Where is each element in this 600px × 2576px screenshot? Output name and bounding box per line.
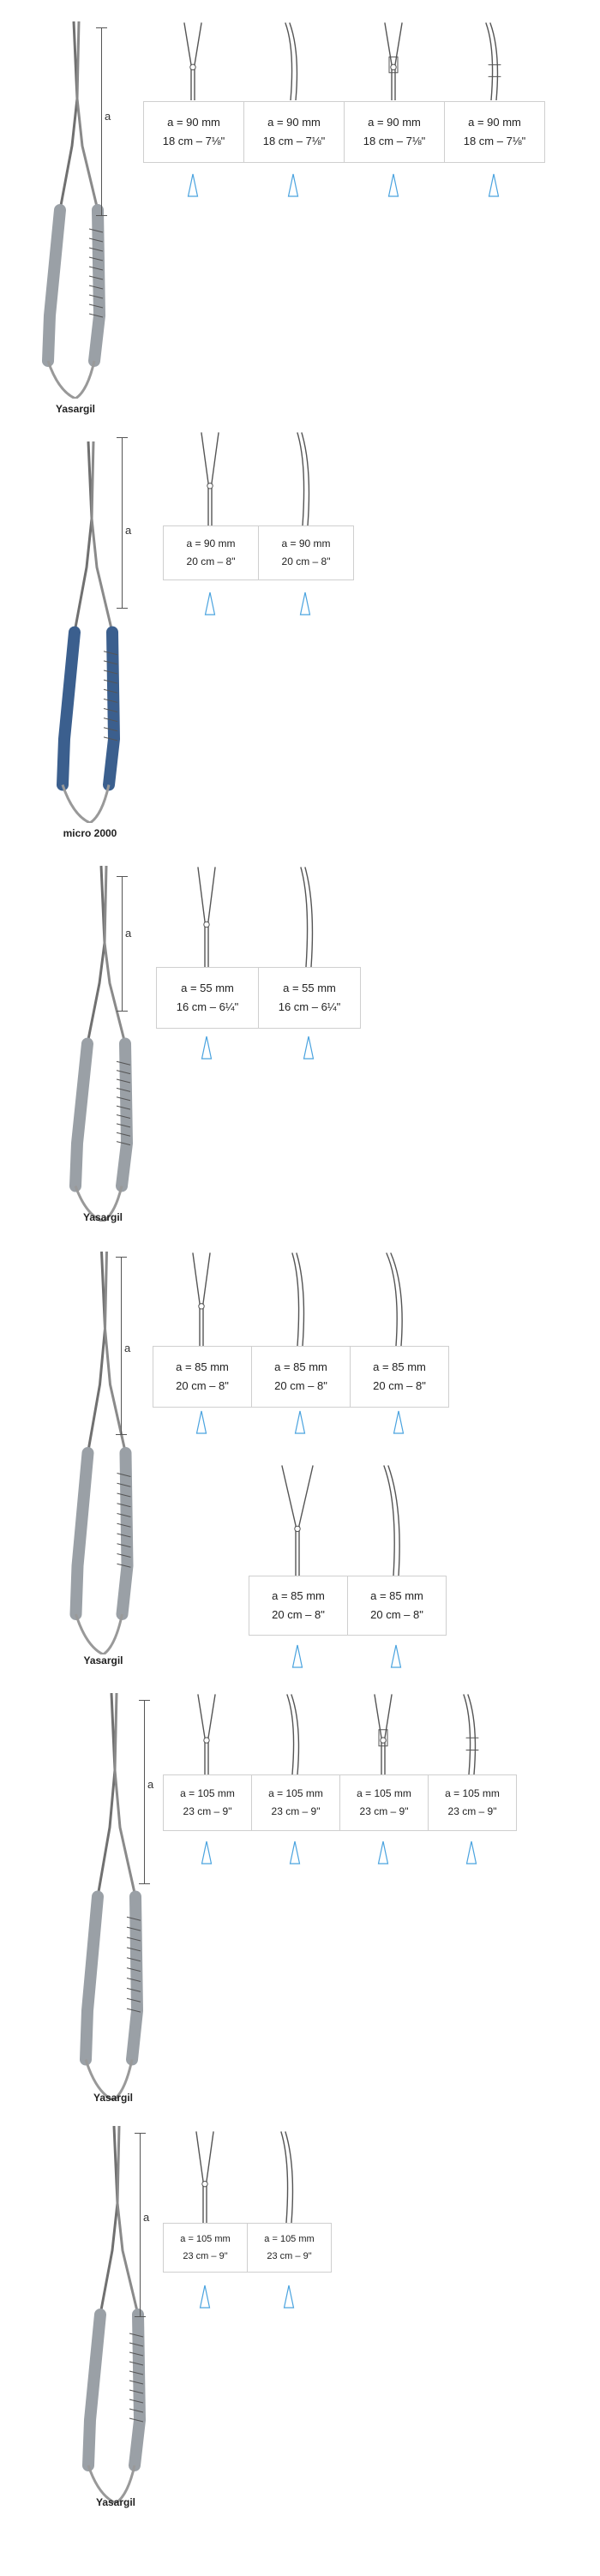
size-option-cell[interactable] — [345, 102, 445, 162]
size-option-cell[interactable] — [348, 1576, 446, 1635]
instrument-illustration — [51, 866, 154, 1222]
overall-length-value: 18 cm – 7⅛" — [463, 135, 526, 147]
overall-length-value: 20 cm – 8" — [281, 555, 331, 567]
product-name: micro 2000 — [63, 827, 117, 839]
a-length-value: a = 90 mm — [281, 537, 331, 549]
selection-indicator-icon[interactable] — [387, 173, 399, 197]
product-section — [0, 866, 600, 1234]
overall-length-value: 20 cm – 8" — [274, 1379, 327, 1392]
selection-indicator-icon[interactable] — [187, 173, 199, 197]
size-option-cell[interactable] — [153, 1347, 252, 1407]
instrument-illustration — [64, 2126, 167, 2503]
selection-indicator-icon[interactable] — [294, 1410, 306, 1434]
selection-indicator-icon[interactable] — [299, 591, 311, 615]
selection-indicator-icon[interactable] — [195, 1410, 207, 1434]
dimension-label: a — [125, 524, 132, 537]
a-length-value: a = 85 mm — [272, 1589, 325, 1602]
tip-detail-illustration — [183, 2130, 226, 2223]
overall-length-value: 16 cm – 6¼" — [278, 1000, 341, 1013]
overall-length-value: 20 cm – 8" — [272, 1608, 325, 1621]
tip-detail-illustration — [284, 431, 327, 525]
tip-detail-illustration — [276, 1464, 319, 1576]
product-section — [0, 0, 600, 420]
a-length-value: a = 105 mm — [445, 1787, 500, 1799]
size-option-cell[interactable] — [340, 1775, 429, 1830]
overall-length-value: 20 cm – 8" — [176, 1379, 229, 1392]
tip-detail-illustration — [287, 866, 330, 967]
size-option-cell[interactable] — [157, 968, 259, 1028]
tip-detail-illustration — [267, 2130, 310, 2223]
dimension-label: a — [143, 2211, 150, 2224]
overall-length-value: 23 cm – 9" — [183, 1805, 232, 1817]
dimension-label: a — [125, 927, 132, 940]
a-length-value: a = 105 mm — [180, 2234, 231, 2244]
product-name: Yasargil — [55, 403, 96, 415]
tip-detail-illustration — [472, 21, 515, 100]
product-section — [0, 2126, 600, 2576]
a-length-value: a = 90 mm — [167, 116, 220, 129]
tip-detail-illustration — [450, 1693, 493, 1774]
a-length-value: a = 55 mm — [283, 982, 336, 994]
product-name: Yasargil — [83, 1654, 123, 1666]
tip-detail-illustration — [273, 1693, 316, 1774]
size-option-cell[interactable] — [144, 102, 244, 162]
a-length-value: a = 105 mm — [268, 1787, 323, 1799]
tip-detail-illustration — [171, 21, 214, 100]
tip-detail-illustration — [375, 1464, 417, 1576]
overall-length-value: 18 cm – 7⅛" — [162, 135, 225, 147]
size-table — [163, 2223, 332, 2273]
selection-indicator-icon[interactable] — [291, 1644, 303, 1668]
product-name: Yasargil — [95, 2496, 136, 2508]
dimension-a-marker — [117, 437, 134, 609]
dimension-label: a — [124, 1342, 131, 1354]
size-option-cell[interactable] — [252, 1347, 351, 1407]
a-length-value: a = 85 mm — [370, 1589, 423, 1602]
a-length-value: a = 85 mm — [373, 1360, 426, 1373]
overall-length-value: 23 cm – 9" — [267, 2251, 312, 2261]
dimension-a-marker — [116, 1257, 133, 1435]
a-length-value: a = 105 mm — [264, 2234, 315, 2244]
selection-indicator-icon[interactable] — [303, 1036, 315, 1060]
selection-indicator-icon[interactable] — [199, 2285, 211, 2309]
size-table — [163, 1774, 517, 1831]
tip-detail-illustration — [180, 1252, 223, 1346]
tip-detail-illustration — [279, 1252, 321, 1346]
overall-length-value: 23 cm – 9" — [183, 2251, 228, 2261]
overall-length-value: 18 cm – 7⅛" — [262, 135, 326, 147]
tip-detail-illustration — [362, 1693, 405, 1774]
a-length-value: a = 90 mm — [368, 116, 421, 129]
overall-length-value: 23 cm – 9" — [359, 1805, 409, 1817]
size-option-cell[interactable] — [249, 1576, 348, 1635]
dimension-label: a — [105, 110, 111, 123]
tip-detail-illustration — [185, 866, 228, 967]
size-option-cell[interactable] — [248, 2224, 331, 2272]
overall-length-value: 16 cm – 6¼" — [176, 1000, 239, 1013]
a-length-value: a = 105 mm — [180, 1787, 235, 1799]
selection-indicator-icon[interactable] — [201, 1840, 213, 1864]
tip-detail-illustration — [185, 1693, 228, 1774]
overall-length-value: 18 cm – 7⅛" — [363, 135, 426, 147]
a-length-value: a = 105 mm — [357, 1787, 411, 1799]
a-length-value: a = 85 mm — [274, 1360, 327, 1373]
size-table — [163, 525, 354, 580]
size-option-cell[interactable] — [252, 1775, 340, 1830]
tip-detail-illustration — [377, 1252, 420, 1346]
overall-length-value: 23 cm – 9" — [447, 1805, 497, 1817]
selection-indicator-icon[interactable] — [393, 1410, 405, 1434]
size-option-cell[interactable] — [259, 968, 360, 1028]
size-option-cell[interactable] — [164, 2224, 248, 2272]
selection-indicator-icon[interactable] — [283, 2285, 295, 2309]
selection-indicator-icon[interactable] — [201, 1036, 213, 1060]
size-option-cell[interactable] — [429, 1775, 516, 1830]
size-option-cell[interactable] — [259, 526, 353, 579]
dimension-a-marker — [135, 2133, 152, 2317]
dimension-label: a — [147, 1778, 154, 1791]
tip-detail-illustration — [272, 21, 315, 100]
overall-length-value: 20 cm – 8" — [186, 555, 236, 567]
overall-length-value: 23 cm – 9" — [271, 1805, 321, 1817]
product-section — [0, 1252, 600, 1672]
a-length-value: a = 90 mm — [468, 116, 521, 129]
size-option-cell[interactable] — [244, 102, 345, 162]
selection-indicator-icon[interactable] — [390, 1644, 402, 1668]
product-name: Yasargil — [93, 2092, 134, 2104]
a-length-value: a = 90 mm — [186, 537, 236, 549]
selection-indicator-icon[interactable] — [289, 1840, 301, 1864]
product-section — [0, 424, 600, 844]
size-option-cell[interactable] — [351, 1347, 448, 1407]
selection-indicator-icon[interactable] — [465, 1840, 477, 1864]
selection-indicator-icon[interactable] — [287, 173, 299, 197]
selection-indicator-icon[interactable] — [377, 1840, 389, 1864]
size-table — [249, 1576, 447, 1636]
selection-indicator-icon[interactable] — [488, 173, 500, 197]
a-length-value: a = 90 mm — [267, 116, 321, 129]
a-length-value: a = 85 mm — [176, 1360, 229, 1373]
size-table — [153, 1346, 449, 1408]
dimension-a-marker — [96, 27, 113, 216]
product-name: Yasargil — [82, 1211, 123, 1223]
size-table — [156, 967, 361, 1029]
dimension-a-marker — [117, 876, 134, 1012]
selection-indicator-icon[interactable] — [204, 591, 216, 615]
size-table — [143, 101, 545, 163]
dimension-a-marker — [139, 1700, 156, 1884]
overall-length-value: 20 cm – 8" — [373, 1379, 426, 1392]
size-option-cell[interactable] — [164, 1775, 252, 1830]
overall-length-value: 20 cm – 8" — [370, 1608, 423, 1621]
size-option-cell[interactable] — [445, 102, 544, 162]
tip-detail-illustration — [372, 21, 415, 100]
a-length-value: a = 55 mm — [181, 982, 234, 994]
instrument-illustration — [50, 1252, 157, 1654]
size-option-cell[interactable] — [164, 526, 259, 579]
product-section — [0, 1693, 600, 2105]
tip-detail-illustration — [189, 431, 231, 525]
